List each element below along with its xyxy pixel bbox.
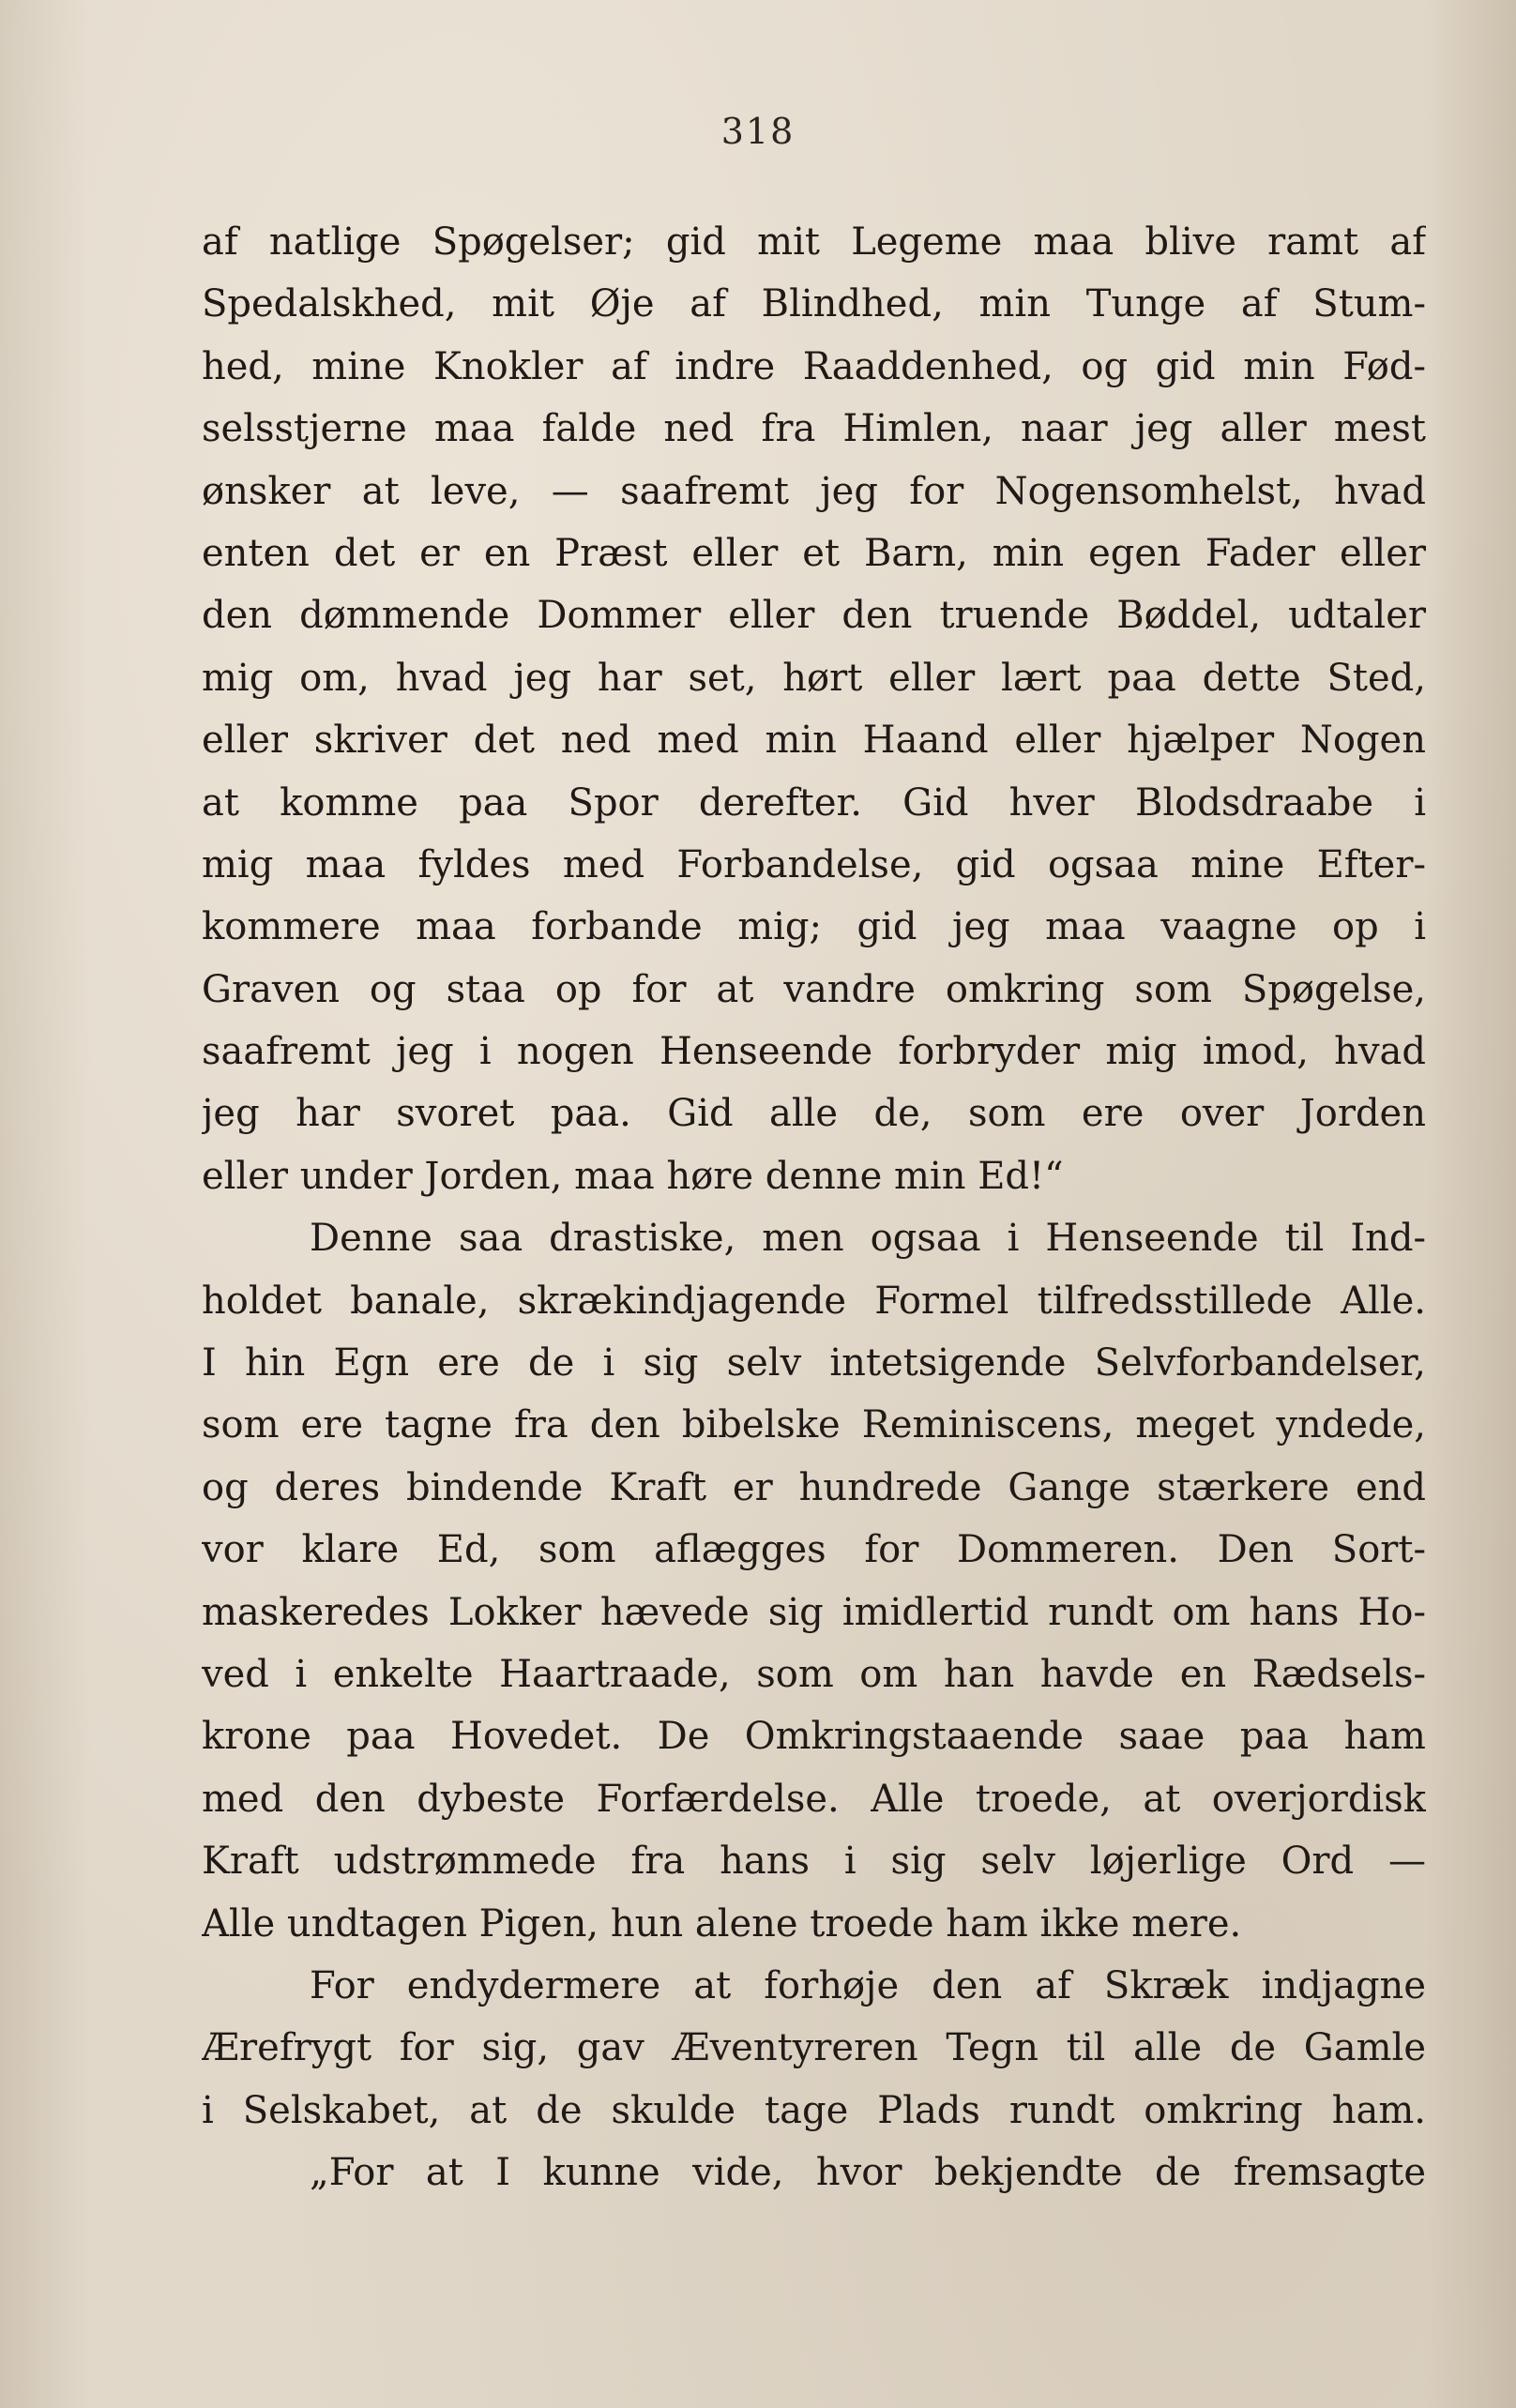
text-line: saafremt jeg i nogen Henseende forbryder mig imod, hvad bbox=[202, 1030, 1426, 1074]
text-line: Ærefrygt for sig, gav Æventyreren Tegn til alle de Gamle bbox=[202, 2026, 1426, 2070]
text-line: kommere maa forbande mig; gid jeg maa vaagne op i bbox=[202, 905, 1426, 949]
text-line: enten det er en Præst eller et Barn, min egen Fader eller bbox=[202, 531, 1426, 575]
text-line: krone paa Hovedet. De Omkringstaaende saae paa ham bbox=[202, 1715, 1426, 1759]
text-line: Alle undtagen Pigen, hun alene troede ham ikke mere. bbox=[202, 1901, 1242, 1946]
text-line: mig maa fyldes med Forbandelse, gid ogsaa mine Efter- bbox=[202, 842, 1426, 886]
text-line: og deres bindende Kraft er hundrede Gange stærkere end bbox=[202, 1465, 1426, 1509]
text-line: hed, mine Knokler af indre Raaddenhed, og gid min Fød- bbox=[202, 344, 1426, 388]
text-line: i Selskabet, at de skulde tage Plads rundt omkring ham. bbox=[202, 2088, 1426, 2132]
text-line: jeg har svoret paa. Gid alle de, som ere over Jorden bbox=[202, 1092, 1426, 1136]
text-line: vor klare Ed, som aflægges for Dommeren. Den Sort- bbox=[202, 1528, 1426, 1572]
text-line: Kraft udstrømmede fra hans i sig selv løjerlige Ord — bbox=[202, 1840, 1426, 1884]
text-line: med den dybeste Forfærdelse. Alle troede, at overjordisk bbox=[202, 1777, 1426, 1821]
text-line: den dømmende Dommer eller den truende Bøddel, udtaler bbox=[202, 594, 1426, 638]
text-line: af natlige Spøgelser; gid mit Legeme maa blive ramt af bbox=[202, 220, 1426, 264]
text-line: I hin Egn ere de i sig selv intetsigende Selvforbandelser, bbox=[202, 1341, 1426, 1386]
text-line: ønsker at leve, — saafremt jeg for Nogensomhelst, hvad bbox=[202, 469, 1426, 513]
text-line: For endydermere at forhøje den af Skræk indjagne bbox=[310, 1963, 1426, 2007]
text-line: at komme paa Spor derefter. Gid hver Blodsdraabe i bbox=[202, 780, 1426, 825]
text-line: Spedalskhed, mit Øje af Blindhed, min Tunge af Stum- bbox=[202, 282, 1426, 326]
text-line: maskeredes Lokker hævede sig imidlertid rundt om hans Ho- bbox=[202, 1590, 1426, 1634]
text-line: Denne saa drastiske, men ogsaa i Henseende til Ind- bbox=[310, 1217, 1426, 1261]
text-line: som ere tagne fra den bibelske Reminiscens, meget yndede, bbox=[202, 1403, 1426, 1447]
page-number: 318 bbox=[720, 111, 796, 152]
text-line: mig om, hvad jeg har set, hørt eller lært paa dette Sted, bbox=[202, 656, 1426, 700]
body-text bbox=[202, 211, 1426, 2204]
text-line: „For at I kunne vide, hvor bekjendte de fremsagte bbox=[310, 2151, 1426, 2195]
text-line: Graven og staa op for at vandre omkring som Spøgelse, bbox=[202, 967, 1426, 1011]
text-line: eller skriver det ned med min Haand eller hjælper Nogen bbox=[202, 719, 1426, 763]
text-line: selsstjerne maa falde ned fra Himlen, naar jeg aller mest bbox=[202, 407, 1426, 451]
text-line: holdet banale, skrækindjagende Formel tilfredsstillede Alle. bbox=[202, 1279, 1426, 1323]
text-line: ved i enkelte Haartraade, som om han havde en Rædsels- bbox=[202, 1652, 1426, 1696]
text-line: eller under Jorden, maa høre denne min Ed!“ bbox=[202, 1154, 1064, 1198]
